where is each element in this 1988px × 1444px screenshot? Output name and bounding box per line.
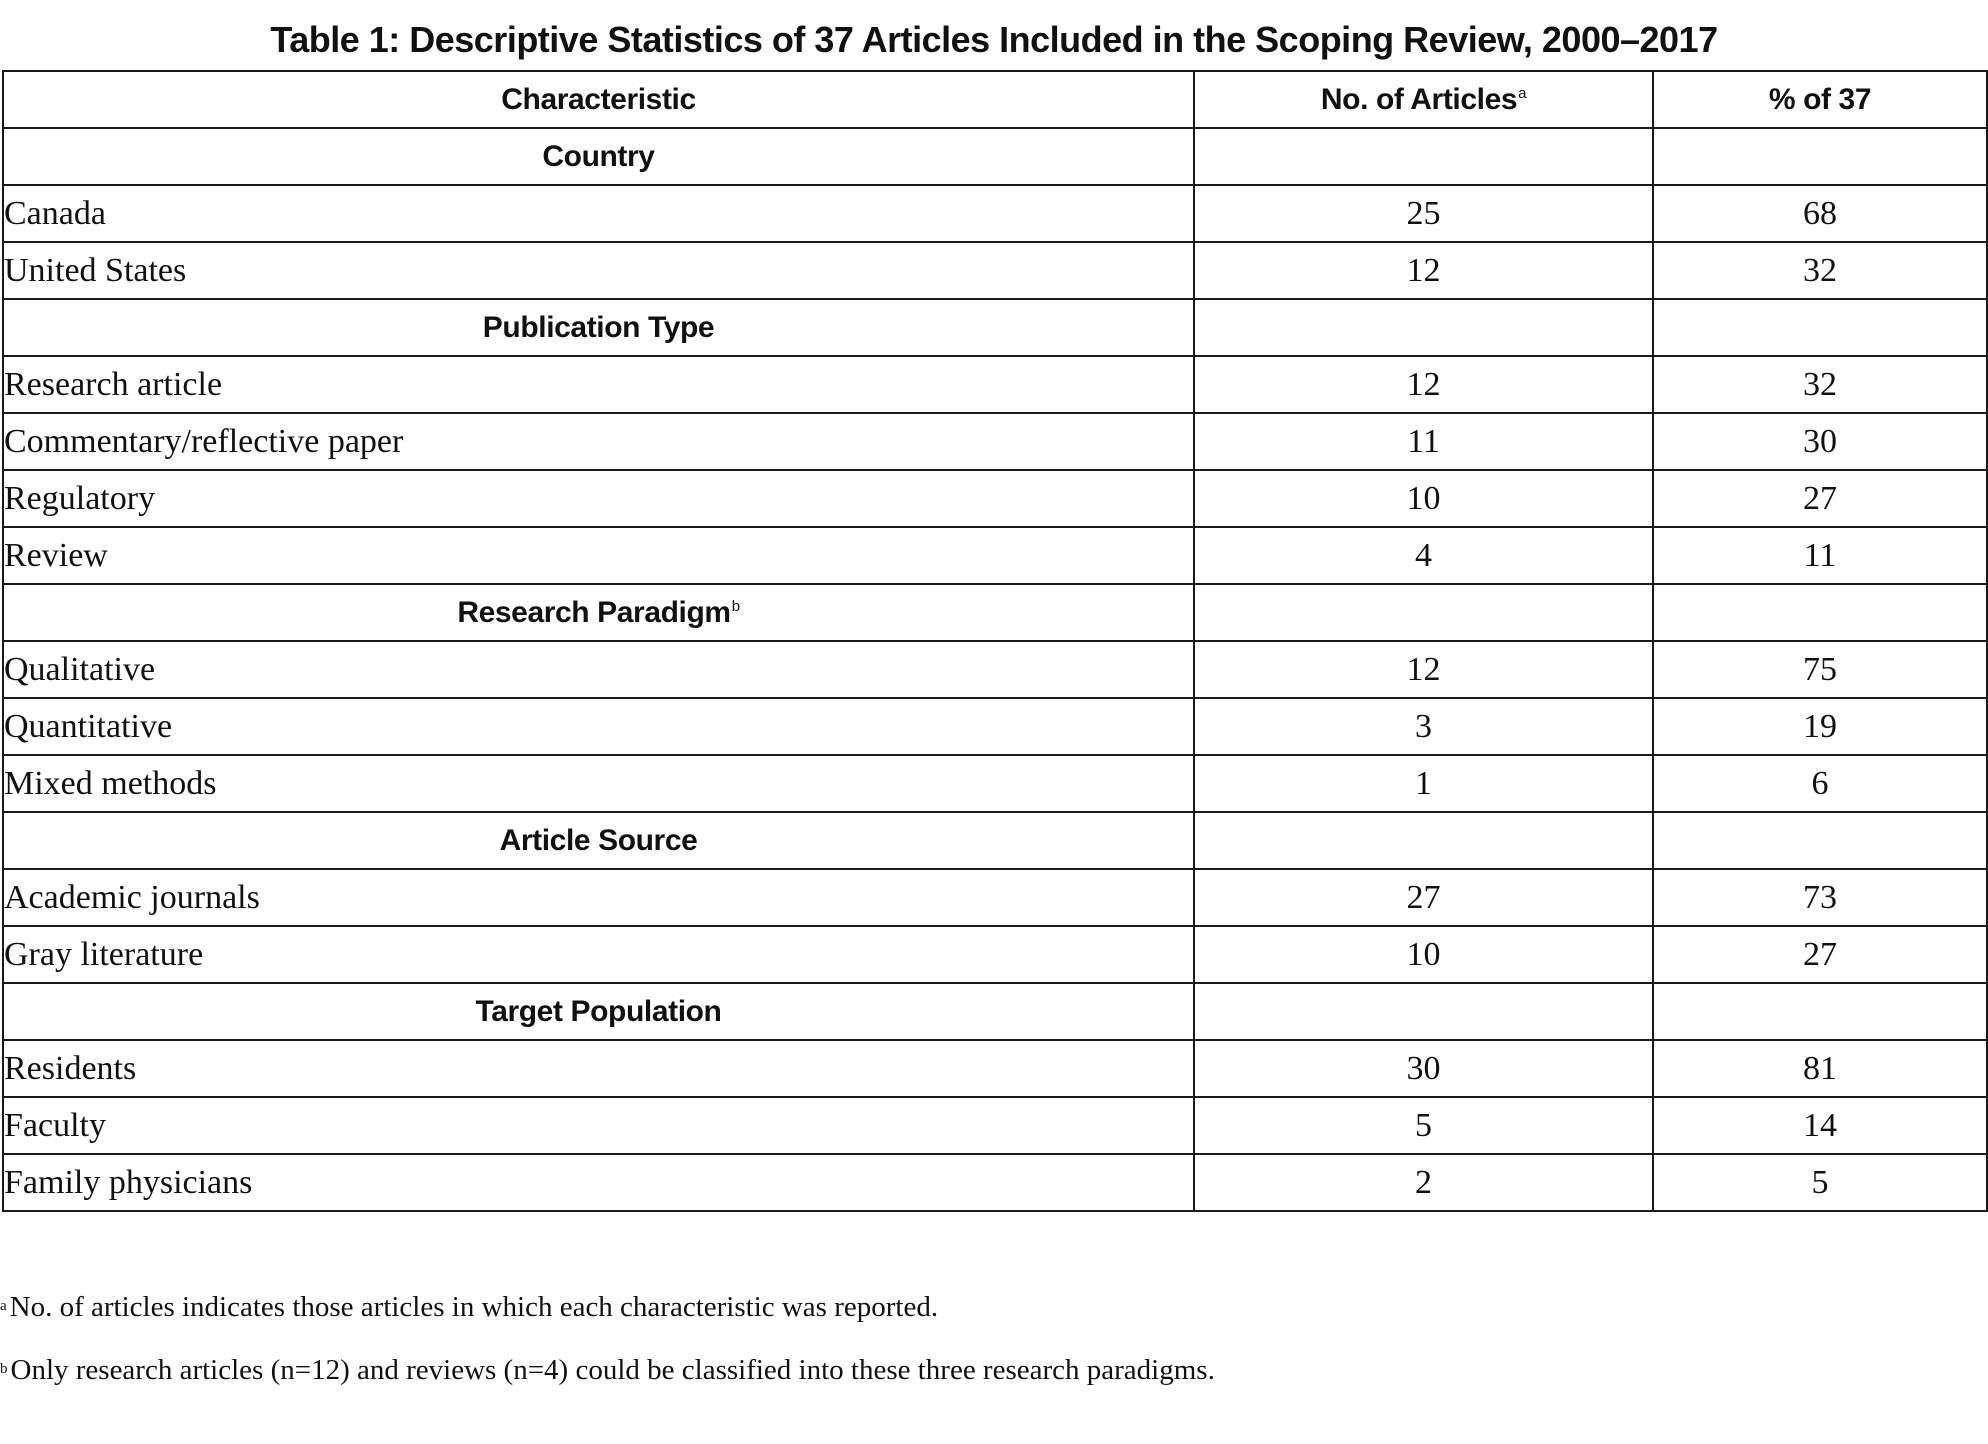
row-count: 12 xyxy=(1194,356,1653,413)
row-percent: 75 xyxy=(1653,641,1987,698)
section-count-cell xyxy=(1194,983,1653,1040)
row-percent: 68 xyxy=(1653,185,1987,242)
section-heading: Research Paradigm$^b$ xyxy=(3,584,1194,641)
row-count: 4 xyxy=(1194,527,1653,584)
section-row xyxy=(3,812,1987,869)
table-row xyxy=(3,470,1987,527)
section-row xyxy=(3,128,1987,185)
row-percent: 30 xyxy=(1653,413,1987,470)
row-count: 12 xyxy=(1194,641,1653,698)
footnote-text: Only research articles (n=12) and reviews (n=4) could be classified into these three research paradigms. xyxy=(10,1354,1215,1386)
row-label: Academic journals xyxy=(3,869,1194,926)
section-heading: Article Source xyxy=(3,812,1194,869)
section-percent-cell xyxy=(1653,812,1987,869)
section-row xyxy=(3,299,1987,356)
row-label: Family physicians xyxy=(3,1154,1194,1211)
section-row xyxy=(3,983,1987,1040)
table-row xyxy=(3,1154,1987,1211)
row-label: Canada xyxy=(3,185,1194,242)
table-row xyxy=(3,185,1987,242)
footnote-text: No. of articles indicates those articles in which each characteristic was reported. xyxy=(9,1291,939,1323)
footnote-a xyxy=(0,1287,1980,1327)
row-count: 2 xyxy=(1194,1154,1653,1211)
row-count: 10 xyxy=(1194,470,1653,527)
table-row xyxy=(3,755,1987,812)
footnote-marker: a xyxy=(1518,84,1527,102)
row-label: Research article xyxy=(3,356,1194,413)
row-count: 25 xyxy=(1194,185,1653,242)
row-percent: 27 xyxy=(1653,926,1987,983)
table-row xyxy=(3,413,1987,470)
table-row xyxy=(3,926,1987,983)
table-row xyxy=(3,1097,1987,1154)
table-row xyxy=(3,698,1987,755)
header-articles: No. of Articles$^a$ xyxy=(1194,71,1653,128)
row-label: Regulatory xyxy=(3,470,1194,527)
section-percent-cell xyxy=(1653,584,1987,641)
row-count: 12 xyxy=(1194,242,1653,299)
row-count: 5 xyxy=(1194,1097,1653,1154)
footnote-b xyxy=(0,1350,1980,1390)
row-count: 11 xyxy=(1194,413,1653,470)
table-row xyxy=(3,527,1987,584)
row-percent: 32 xyxy=(1653,356,1987,413)
row-label: Qualitative xyxy=(3,641,1194,698)
footnote-marker: a xyxy=(0,1298,7,1314)
header-percent: % of 37 xyxy=(1653,71,1987,128)
header-characteristic: Characteristic xyxy=(3,71,1194,128)
section-heading: Country xyxy=(3,128,1194,185)
section-count-cell xyxy=(1194,584,1653,641)
descriptive-statistics-table xyxy=(2,70,1988,1212)
row-percent: 11 xyxy=(1653,527,1987,584)
row-label: Residents xyxy=(3,1040,1194,1097)
row-count: 27 xyxy=(1194,869,1653,926)
row-percent: 81 xyxy=(1653,1040,1987,1097)
row-percent: 6 xyxy=(1653,755,1987,812)
row-label: Gray literature xyxy=(3,926,1194,983)
row-count: 10 xyxy=(1194,926,1653,983)
row-label: Mixed methods xyxy=(3,755,1194,812)
table-row xyxy=(3,1040,1987,1097)
row-label: Quantitative xyxy=(3,698,1194,755)
row-label: Commentary/reflective paper xyxy=(3,413,1194,470)
section-heading: Publication Type xyxy=(3,299,1194,356)
row-count: 3 xyxy=(1194,698,1653,755)
section-percent-cell xyxy=(1653,128,1987,185)
row-percent: 27 xyxy=(1653,470,1987,527)
section-row xyxy=(3,584,1987,641)
table-row xyxy=(3,641,1987,698)
row-percent: 73 xyxy=(1653,869,1987,926)
table-title: Table 1: Descriptive Statistics of 37 Articles Included in the Scoping Review, 2000–2017 xyxy=(270,19,1718,60)
table-row xyxy=(3,356,1987,413)
row-percent: 19 xyxy=(1653,698,1987,755)
row-percent: 14 xyxy=(1653,1097,1987,1154)
row-label: Faculty xyxy=(3,1097,1194,1154)
row-percent: 5 xyxy=(1653,1154,1987,1211)
section-count-cell xyxy=(1194,812,1653,869)
footnote-marker: b xyxy=(0,1361,8,1377)
table-body xyxy=(3,128,1987,1211)
row-count: 1 xyxy=(1194,755,1653,812)
table-row xyxy=(3,242,1987,299)
section-percent-cell xyxy=(1653,299,1987,356)
footnote-marker: b xyxy=(731,597,740,615)
row-label: United States xyxy=(3,242,1194,299)
section-heading: Target Population xyxy=(3,983,1194,1040)
section-percent-cell xyxy=(1653,983,1987,1040)
row-percent: 32 xyxy=(1653,242,1987,299)
header-row xyxy=(3,71,1987,128)
row-label: Review xyxy=(3,527,1194,584)
row-count: 30 xyxy=(1194,1040,1653,1097)
table-row xyxy=(3,869,1987,926)
section-count-cell xyxy=(1194,299,1653,356)
section-count-cell xyxy=(1194,128,1653,185)
